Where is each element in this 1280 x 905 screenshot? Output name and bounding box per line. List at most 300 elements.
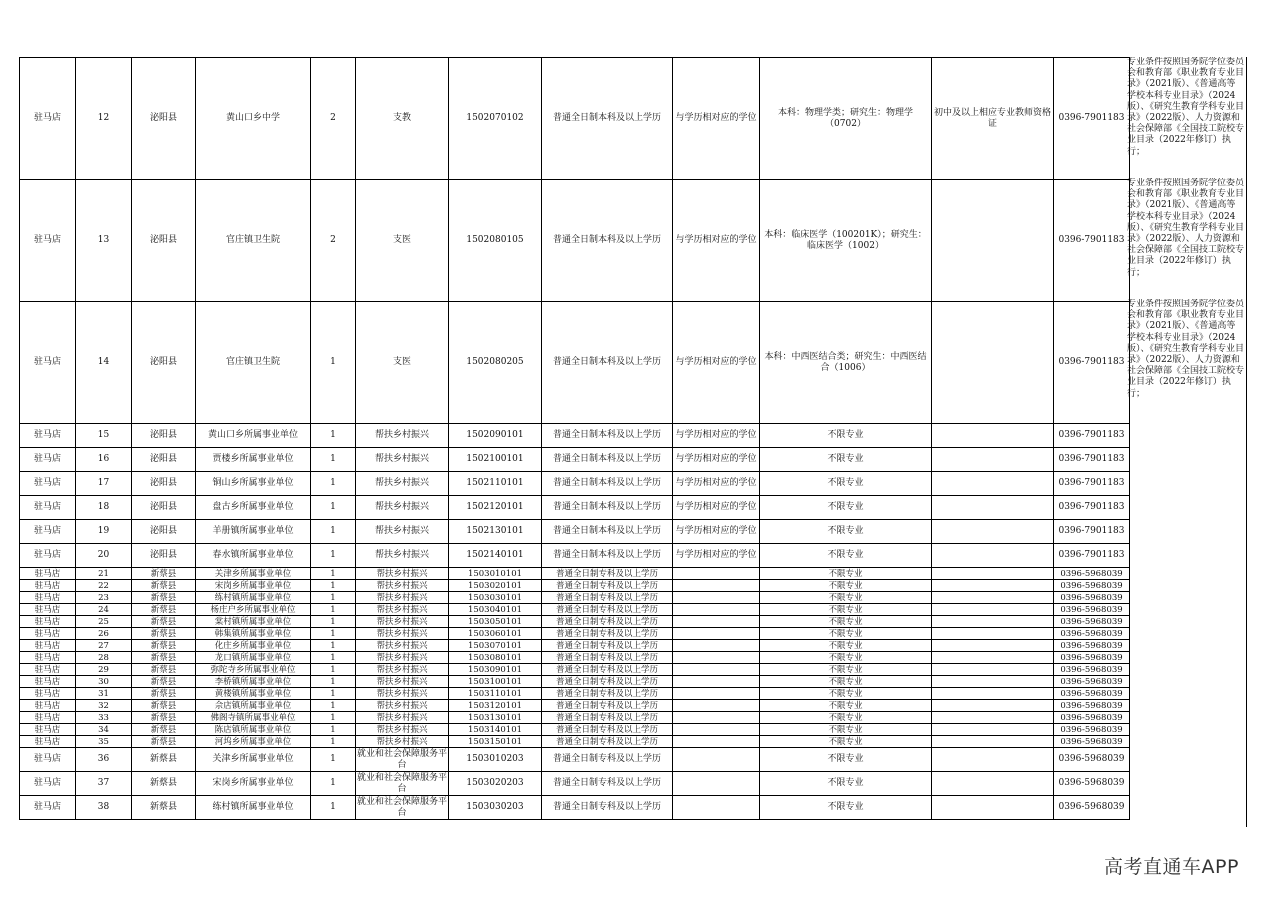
cell-other — [932, 796, 1054, 820]
cell-num: 1 — [311, 688, 356, 700]
cell-other — [932, 472, 1054, 496]
cell-other — [932, 724, 1054, 736]
cell-post: 帮扶乡村振兴 — [356, 664, 449, 676]
cell-post: 就业和社会保障服务平台 — [357, 772, 448, 794]
cell-no: 33 — [76, 712, 132, 724]
cell-other — [932, 748, 1054, 772]
cell-num: 1 — [311, 472, 356, 496]
cell-code: 1502080205 — [449, 302, 542, 424]
cell-post: 帮扶乡村振兴 — [356, 544, 449, 568]
cell-edu: 普通全日制专科及以上学历 — [542, 772, 673, 796]
cell-num: 1 — [311, 604, 356, 616]
cell-major: 不限专业 — [760, 448, 932, 472]
cell-phone: 0396-5968039 — [1054, 652, 1130, 664]
cell-num: 1 — [311, 796, 356, 820]
cell-degree — [673, 664, 760, 676]
cell-edu: 普通全日制专科及以上学历 — [542, 736, 673, 748]
cell-post: 帮扶乡村振兴 — [356, 652, 449, 664]
cell-post: 支医 — [356, 302, 449, 424]
cell-edu: 普通全日制本科及以上学历 — [542, 448, 673, 472]
cell-degree — [673, 592, 760, 604]
cell-other — [932, 664, 1054, 676]
cell-code: 1503130101 — [449, 712, 542, 724]
cell-major: 不限专业 — [760, 628, 932, 640]
table-row — [20, 520, 1130, 544]
cell-phone: 0396-5968039 — [1054, 676, 1130, 688]
cell-code: 1503020101 — [449, 580, 542, 592]
cell-city: 驻马店 — [20, 580, 76, 592]
note-row-12: 专业条件按照国务院学位委员会和教育部《职业教育专业目录》（2021版）、《普通高等学校本科专业目录》（2024版）、《研究生教育学科专业目录》（2022版）、人力资源和社会保障部《全国技工院校专业目录（2022年修订）执行； — [1127, 57, 1244, 157]
table-row — [20, 580, 1130, 592]
cell-county: 泌阳县 — [132, 496, 196, 520]
cell-phone: 0396-7901183 — [1054, 302, 1130, 424]
cell-edu: 普通全日制专科及以上学历 — [542, 568, 673, 580]
table-row — [20, 496, 1130, 520]
cell-edu: 普通全日制本科及以上学历 — [542, 544, 673, 568]
cell-major: 不限专业 — [760, 544, 932, 568]
cell-edu: 普通全日制本科及以上学历 — [542, 180, 673, 302]
cell-degree — [673, 628, 760, 640]
cell-county: 泌阳县 — [132, 544, 196, 568]
cell-county: 新蔡县 — [132, 592, 196, 604]
cell-code: 1503030101 — [449, 592, 542, 604]
cell-no: 23 — [76, 592, 132, 604]
cell-city: 驻马店 — [20, 736, 76, 748]
cell-code: 1502100101 — [449, 448, 542, 472]
cell-edu: 普通全日制专科及以上学历 — [542, 712, 673, 724]
cell-no: 21 — [76, 568, 132, 580]
cell-unit: 佛阁寺镇所属事业单位 — [196, 712, 311, 724]
cell-degree — [673, 616, 760, 628]
cell-phone: 0396-5968039 — [1054, 616, 1130, 628]
table-row — [20, 302, 1130, 424]
cell-code: 1502090101 — [449, 424, 542, 448]
cell-major: 本科：物理学类；研究生：物理学（0702） — [760, 58, 932, 180]
table-row — [20, 448, 1130, 472]
cell-city: 驻马店 — [20, 640, 76, 652]
cell-degree — [673, 712, 760, 724]
cell-post: 支教 — [356, 58, 449, 180]
cell-major: 不限专业 — [760, 772, 932, 796]
cell-city: 驻马店 — [20, 724, 76, 736]
cell-post: 帮扶乡村振兴 — [356, 688, 449, 700]
cell-major: 不限专业 — [760, 664, 932, 676]
cell-no: 15 — [76, 424, 132, 448]
cell-county: 新蔡县 — [132, 640, 196, 652]
cell-unit: 弥陀寺乡所属事业单位 — [196, 664, 311, 676]
cell-county: 泌阳县 — [132, 180, 196, 302]
cell-unit: 韩集镇所属事业单位 — [196, 628, 311, 640]
cell-unit: 官庄镇卫生院 — [196, 180, 311, 302]
cell-phone: 0396-5968039 — [1054, 604, 1130, 616]
cell-degree — [673, 676, 760, 688]
cell-num: 1 — [311, 640, 356, 652]
cell-num: 2 — [311, 58, 356, 180]
cell-city: 驻马店 — [20, 448, 76, 472]
recruitment-table — [19, 57, 1130, 820]
cell-phone: 0396-7901183 — [1054, 472, 1130, 496]
cell-other — [932, 616, 1054, 628]
cell-edu: 普通全日制本科及以上学历 — [542, 58, 673, 180]
cell-county: 新蔡县 — [132, 664, 196, 676]
cell-no: 31 — [76, 688, 132, 700]
cell-county: 泌阳县 — [132, 520, 196, 544]
cell-no: 37 — [76, 772, 132, 796]
cell-city: 驻马店 — [20, 616, 76, 628]
table-row — [20, 58, 1130, 180]
cell-no: 32 — [76, 700, 132, 712]
cell-edu: 普通全日制专科及以上学历 — [542, 688, 673, 700]
cell-num: 1 — [311, 496, 356, 520]
cell-other — [932, 604, 1054, 616]
cell-county: 新蔡县 — [132, 676, 196, 688]
cell-degree: 与学历相对应的学位 — [673, 424, 760, 448]
cell-no: 30 — [76, 676, 132, 688]
cell-unit: 盘古乡所属事业单位 — [196, 496, 311, 520]
cell-no: 17 — [76, 472, 132, 496]
cell-phone: 0396-5968039 — [1054, 772, 1130, 796]
cell-no: 36 — [76, 748, 132, 772]
cell-post: 帮扶乡村振兴 — [356, 496, 449, 520]
cell-code: 1503090101 — [449, 664, 542, 676]
cell-other — [932, 772, 1054, 796]
cell-degree: 与学历相对应的学位 — [673, 544, 760, 568]
table-row — [20, 724, 1130, 736]
cell-code: 1502130101 — [449, 520, 542, 544]
cell-code: 1503010101 — [449, 568, 542, 580]
cell-county: 新蔡县 — [132, 568, 196, 580]
cell-degree: 与学历相对应的学位 — [673, 472, 760, 496]
cell-major: 不限专业 — [760, 676, 932, 688]
cell-city: 驻马店 — [20, 424, 76, 448]
cell-county: 新蔡县 — [132, 796, 196, 820]
cell-num: 1 — [311, 616, 356, 628]
watermark: 高考直通车APP — [1104, 856, 1239, 878]
cell-phone: 0396-5968039 — [1054, 688, 1130, 700]
cell-other — [932, 700, 1054, 712]
cell-county: 泌阳县 — [132, 448, 196, 472]
cell-no: 24 — [76, 604, 132, 616]
cell-no: 29 — [76, 664, 132, 676]
cell-degree — [673, 640, 760, 652]
cell-phone: 0396-5968039 — [1054, 640, 1130, 652]
cell-other — [932, 180, 1054, 302]
cell-post: 帮扶乡村振兴 — [356, 448, 449, 472]
note-row-13: 专业条件按照国务院学位委员会和教育部《职业教育专业目录》（2021版）、《普通高等学校本科专业目录》（2024版）、《研究生教育学科专业目录》（2022版）、人力资源和社会保障部《全国技工院校专业目录（2022年修订）执行； — [1127, 178, 1244, 278]
cell-no: 14 — [76, 302, 132, 424]
cell-city: 驻马店 — [20, 652, 76, 664]
cell-post: 帮扶乡村振兴 — [356, 640, 449, 652]
cell-county: 新蔡县 — [132, 652, 196, 664]
cell-degree — [673, 652, 760, 664]
cell-num: 1 — [311, 520, 356, 544]
cell-post: 帮扶乡村振兴 — [356, 472, 449, 496]
cell-county: 新蔡县 — [132, 688, 196, 700]
cell-city: 驻马店 — [20, 592, 76, 604]
cell-no: 19 — [76, 520, 132, 544]
cell-no: 38 — [76, 796, 132, 820]
table-row — [20, 700, 1130, 712]
cell-num: 1 — [311, 712, 356, 724]
cell-other — [932, 302, 1054, 424]
cell-code: 1503150101 — [449, 736, 542, 748]
cell-other — [932, 424, 1054, 448]
cell-post: 帮扶乡村振兴 — [356, 604, 449, 616]
cell-other — [932, 496, 1054, 520]
cell-num: 1 — [311, 628, 356, 640]
cell-edu: 普通全日制本科及以上学历 — [542, 520, 673, 544]
cell-degree — [673, 700, 760, 712]
cell-unit: 铜山乡所属事业单位 — [196, 472, 311, 496]
cell-num: 1 — [311, 544, 356, 568]
cell-degree — [673, 796, 760, 820]
cell-no: 20 — [76, 544, 132, 568]
cell-num: 1 — [311, 592, 356, 604]
cell-no: 27 — [76, 640, 132, 652]
cell-post: 就业和社会保障服务平台 — [357, 796, 448, 818]
cell-city: 驻马店 — [20, 58, 76, 180]
table-row — [20, 424, 1130, 448]
cell-degree: 与学历相对应的学位 — [673, 302, 760, 424]
cell-major: 不限专业 — [760, 700, 932, 712]
cell-county: 新蔡县 — [132, 580, 196, 592]
cell-unit: 宋岗乡所属事业单位 — [196, 772, 311, 796]
cell-major: 不限专业 — [760, 616, 932, 628]
cell-city: 驻马店 — [20, 496, 76, 520]
cell-degree — [673, 568, 760, 580]
cell-num: 1 — [311, 700, 356, 712]
cell-no: 16 — [76, 448, 132, 472]
cell-unit: 陈店镇所属事业单位 — [196, 724, 311, 736]
cell-city: 驻马店 — [20, 520, 76, 544]
cell-code: 1502140101 — [449, 544, 542, 568]
cell-degree — [673, 604, 760, 616]
cell-county: 新蔡县 — [132, 616, 196, 628]
notes-column — [1127, 57, 1244, 420]
cell-code: 1503140101 — [449, 724, 542, 736]
cell-post: 帮扶乡村振兴 — [356, 700, 449, 712]
cell-phone: 0396-7901183 — [1054, 58, 1130, 180]
cell-other — [932, 448, 1054, 472]
cell-unit: 春水镇所属事业单位 — [196, 544, 311, 568]
cell-no: 13 — [76, 180, 132, 302]
cell-post: 帮扶乡村振兴 — [356, 616, 449, 628]
cell-city: 驻马店 — [20, 676, 76, 688]
cell-edu: 普通全日制专科及以上学历 — [542, 640, 673, 652]
cell-city: 驻马店 — [20, 628, 76, 640]
cell-other — [932, 544, 1054, 568]
cell-no: 35 — [76, 736, 132, 748]
cell-county: 新蔡县 — [132, 736, 196, 748]
cell-code: 1502110101 — [449, 472, 542, 496]
cell-no: 25 — [76, 616, 132, 628]
cell-unit: 杨庄户乡所属事业单位 — [196, 604, 311, 616]
cell-post: 帮扶乡村振兴 — [356, 592, 449, 604]
cell-no: 34 — [76, 724, 132, 736]
cell-post: 帮扶乡村振兴 — [356, 628, 449, 640]
cell-city: 驻马店 — [20, 796, 76, 820]
cell-phone: 0396-5968039 — [1054, 736, 1130, 748]
cell-phone: 0396-5968039 — [1054, 700, 1130, 712]
cell-edu: 普通全日制专科及以上学历 — [542, 616, 673, 628]
table-row — [20, 748, 1130, 772]
cell-post: 帮扶乡村振兴 — [356, 712, 449, 724]
cell-county: 新蔡县 — [132, 712, 196, 724]
cell-unit: 关津乡所属事业单位 — [196, 568, 311, 580]
cell-major: 不限专业 — [760, 472, 932, 496]
cell-other: 初中及以上相应专业教师资格证 — [932, 58, 1054, 180]
cell-major: 不限专业 — [760, 712, 932, 724]
cell-post: 帮扶乡村振兴 — [356, 424, 449, 448]
cell-num: 1 — [311, 664, 356, 676]
table-row — [20, 628, 1130, 640]
cell-major: 不限专业 — [760, 736, 932, 748]
cell-post: 帮扶乡村振兴 — [356, 676, 449, 688]
cell-county: 新蔡县 — [132, 604, 196, 616]
cell-post: 帮扶乡村振兴 — [356, 580, 449, 592]
cell-edu: 普通全日制专科及以上学历 — [542, 700, 673, 712]
cell-num: 1 — [311, 652, 356, 664]
cell-city: 驻马店 — [20, 544, 76, 568]
cell-no: 22 — [76, 580, 132, 592]
table-row — [20, 180, 1130, 302]
cell-edu: 普通全日制专科及以上学历 — [542, 592, 673, 604]
cell-post: 帮扶乡村振兴 — [356, 724, 449, 736]
table-row — [20, 688, 1130, 700]
cell-degree: 与学历相对应的学位 — [673, 520, 760, 544]
cell-num: 1 — [311, 568, 356, 580]
cell-edu: 普通全日制专科及以上学历 — [542, 604, 673, 616]
cell-phone: 0396-5968039 — [1054, 712, 1130, 724]
cell-unit: 关津乡所属事业单位 — [196, 748, 311, 772]
cell-phone: 0396-5968039 — [1054, 592, 1130, 604]
cell-code: 1503040101 — [449, 604, 542, 616]
cell-code: 1503060101 — [449, 628, 542, 640]
cell-other — [932, 592, 1054, 604]
cell-edu: 普通全日制专科及以上学历 — [542, 724, 673, 736]
table-row — [20, 472, 1130, 496]
cell-unit: 官庄镇卫生院 — [196, 302, 311, 424]
cell-phone: 0396-7901183 — [1054, 424, 1130, 448]
cell-code: 1503010203 — [449, 748, 542, 772]
cell-num: 1 — [311, 736, 356, 748]
cell-phone: 0396-7901183 — [1054, 544, 1130, 568]
cell-edu: 普通全日制本科及以上学历 — [542, 424, 673, 448]
cell-other — [932, 652, 1054, 664]
cell-degree: 与学历相对应的学位 — [673, 496, 760, 520]
cell-other — [932, 712, 1054, 724]
cell-county: 泌阳县 — [132, 302, 196, 424]
cell-edu: 普通全日制专科及以上学历 — [542, 748, 673, 772]
cell-num: 1 — [311, 772, 356, 796]
cell-major: 本科：临床医学（100201K）；研究生：临床医学（1002） — [760, 180, 932, 302]
cell-phone: 0396-5968039 — [1054, 628, 1130, 640]
cell-no: 12 — [76, 58, 132, 180]
cell-county: 新蔡县 — [132, 748, 196, 772]
cell-city: 驻马店 — [20, 772, 76, 796]
cell-post: 帮扶乡村振兴 — [356, 736, 449, 748]
cell-city: 驻马店 — [20, 604, 76, 616]
table-row — [20, 676, 1130, 688]
cell-county: 新蔡县 — [132, 772, 196, 796]
cell-num: 1 — [311, 724, 356, 736]
cell-phone: 0396-5968039 — [1054, 568, 1130, 580]
cell-city: 驻马店 — [20, 748, 76, 772]
cell-other — [932, 688, 1054, 700]
cell-city: 驻马店 — [20, 472, 76, 496]
cell-county: 新蔡县 — [132, 724, 196, 736]
cell-degree — [673, 736, 760, 748]
cell-major: 不限专业 — [760, 652, 932, 664]
cell-major: 不限专业 — [760, 640, 932, 652]
cell-no: 18 — [76, 496, 132, 520]
cell-major: 不限专业 — [760, 748, 932, 772]
cell-major: 本科：中西医结合类；研究生：中西医结合（1006） — [760, 302, 932, 424]
cell-major: 不限专业 — [760, 580, 932, 592]
table-row — [20, 772, 1130, 796]
cell-edu: 普通全日制本科及以上学历 — [542, 496, 673, 520]
cell-degree — [673, 748, 760, 772]
cell-other — [932, 640, 1054, 652]
cell-city: 驻马店 — [20, 180, 76, 302]
cell-unit: 李桥镇所属事业单位 — [196, 676, 311, 688]
cell-degree: 与学历相对应的学位 — [673, 448, 760, 472]
cell-city: 驻马店 — [20, 688, 76, 700]
cell-no: 28 — [76, 652, 132, 664]
cell-num: 1 — [311, 302, 356, 424]
cell-post: 支医 — [356, 180, 449, 302]
cell-post: 帮扶乡村振兴 — [356, 568, 449, 580]
cell-code: 1503030203 — [449, 796, 542, 820]
cell-edu: 普通全日制专科及以上学历 — [542, 628, 673, 640]
table-row — [20, 652, 1130, 664]
cell-edu: 普通全日制本科及以上学历 — [542, 472, 673, 496]
cell-code: 1503100101 — [449, 676, 542, 688]
cell-code: 1503120101 — [449, 700, 542, 712]
cell-major: 不限专业 — [760, 496, 932, 520]
cell-degree — [673, 724, 760, 736]
cell-edu: 普通全日制专科及以上学历 — [542, 652, 673, 664]
cell-unit: 棠村镇所属事业单位 — [196, 616, 311, 628]
cell-major: 不限专业 — [760, 568, 932, 580]
cell-city: 驻马店 — [20, 568, 76, 580]
cell-num: 1 — [311, 424, 356, 448]
cell-phone: 0396-5968039 — [1054, 664, 1130, 676]
cell-phone: 0396-7901183 — [1054, 180, 1130, 302]
table-row — [20, 736, 1130, 748]
cell-major: 不限专业 — [760, 520, 932, 544]
cell-county: 新蔡县 — [132, 628, 196, 640]
cell-code: 1503020203 — [449, 772, 542, 796]
cell-city: 驻马店 — [20, 700, 76, 712]
table-row — [20, 712, 1130, 724]
cell-major: 不限专业 — [760, 604, 932, 616]
cell-other — [932, 676, 1054, 688]
cell-other — [932, 520, 1054, 544]
cell-unit: 练村镇所属事业单位 — [196, 796, 311, 820]
cell-county: 新蔡县 — [132, 700, 196, 712]
cell-edu: 普通全日制专科及以上学历 — [542, 796, 673, 820]
cell-edu: 普通全日制专科及以上学历 — [542, 580, 673, 592]
cell-major: 不限专业 — [760, 724, 932, 736]
cell-edu: 普通全日制专科及以上学历 — [542, 676, 673, 688]
cell-edu: 普通全日制本科及以上学历 — [542, 302, 673, 424]
table-row — [20, 640, 1130, 652]
cell-city: 驻马店 — [20, 712, 76, 724]
cell-major: 不限专业 — [760, 424, 932, 448]
table-row — [20, 616, 1130, 628]
cell-city: 驻马店 — [20, 664, 76, 676]
